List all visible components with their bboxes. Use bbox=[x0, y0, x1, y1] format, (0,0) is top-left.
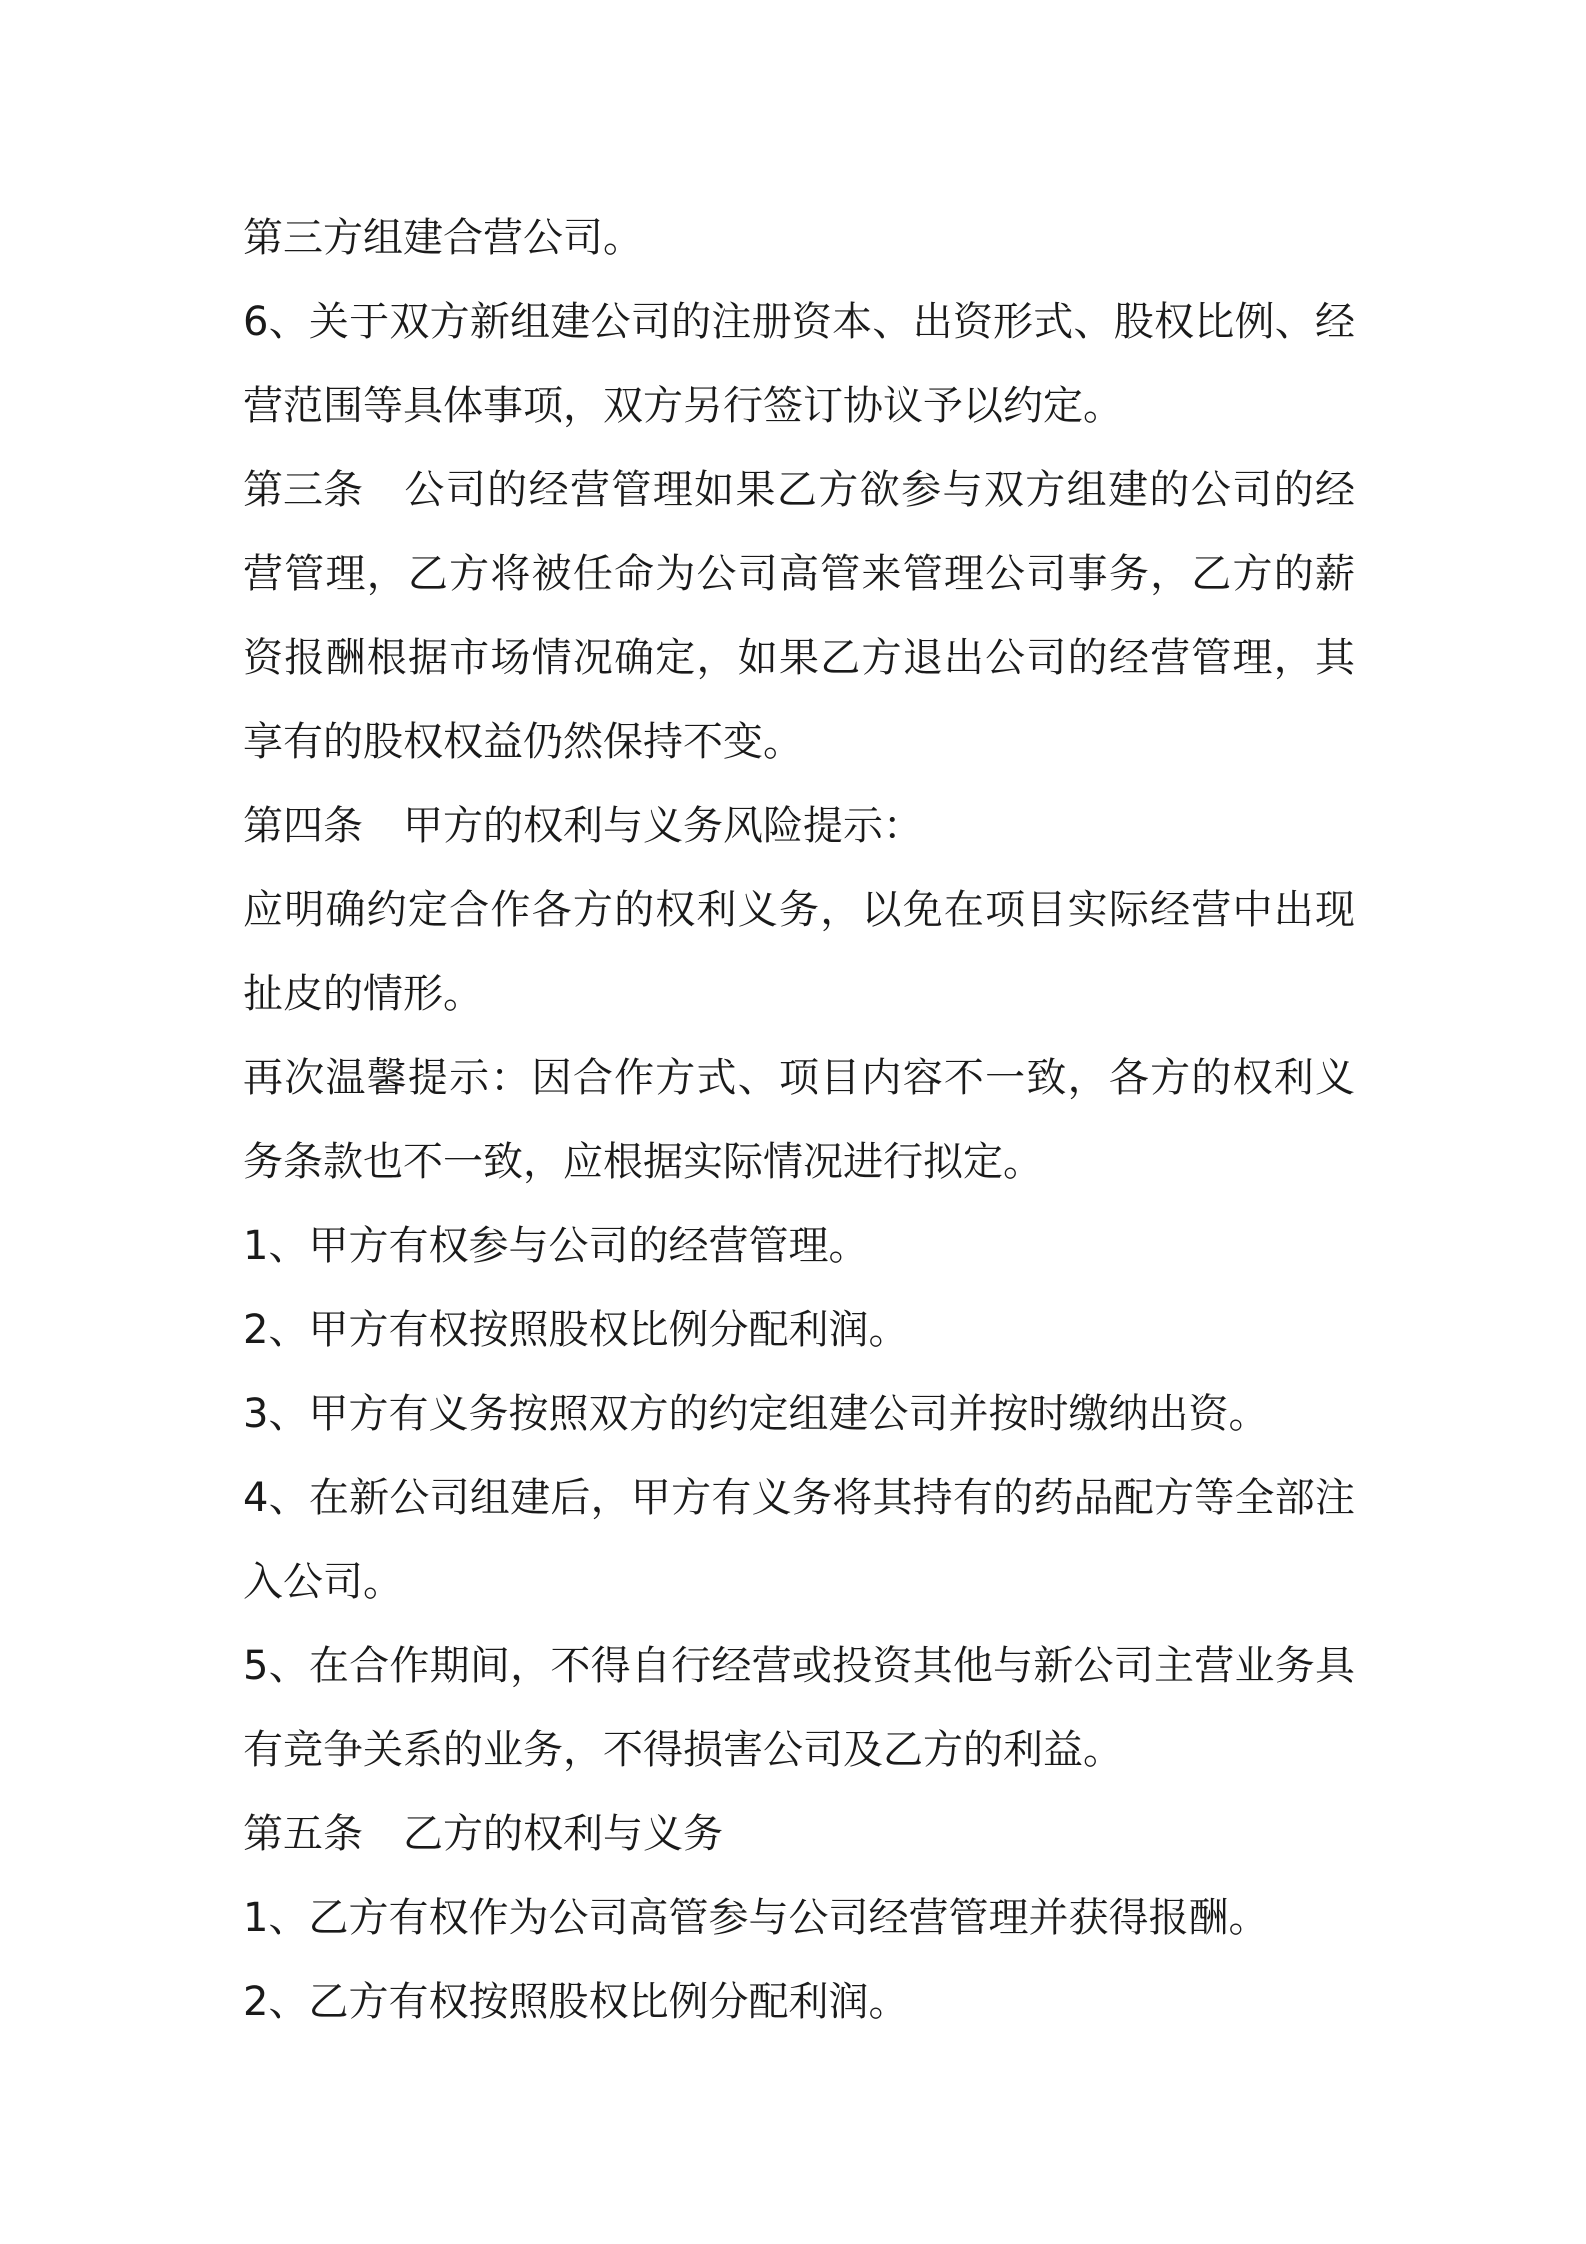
article-label: 第四条 bbox=[243, 803, 363, 849]
paragraph: 第三方组建合营公司。 bbox=[243, 215, 643, 261]
article-paragraph bbox=[243, 448, 1355, 784]
article-text: 甲方的权利与义务风险提示： bbox=[403, 803, 923, 849]
paragraph: 6、关于双方新组建公司的注册资本、出资形式、股权比例、经营范围等具体事项，双方另行签订协议予以约定。 bbox=[243, 299, 1355, 429]
article-text: 乙方的权利与义务 bbox=[403, 1811, 723, 1857]
article-paragraph bbox=[243, 784, 1355, 868]
article-text: 公司的经营管理如果乙方欲参与双方组建的公司的经营管理，乙方将被任命为公司高管来管理公司事务，乙方的薪资报酬根据市场情况确定，如果乙方退出公司的经营管理，其享有的股权权益仍然保持不变。 bbox=[243, 467, 1355, 765]
paragraph: 再次温馨提示：因合作方式、项目内容不一致，各方的权利义务条款也不一致，应根据实际情况进行拟定。 bbox=[243, 1055, 1355, 1185]
list-item: 1、甲方有权参与公司的经营管理。 bbox=[243, 1223, 869, 1269]
article-paragraph bbox=[243, 1792, 1355, 1876]
article-label: 第五条 bbox=[243, 1811, 363, 1857]
list-item: 3、甲方有义务按照双方的约定组建公司并按时缴纳出资。 bbox=[243, 1391, 1269, 1437]
list-item: 2、乙方有权按照股权比例分配利润。 bbox=[243, 1979, 909, 2025]
list-item: 1、乙方有权作为公司高管参与公司经营管理并获得报酬。 bbox=[243, 1895, 1269, 1941]
list-item: 5、在合作期间，不得自行经营或投资其他与新公司主营业务具有竞争关系的业务，不得损害公司及乙方的利益。 bbox=[243, 1643, 1355, 1773]
article-label: 第三条 bbox=[243, 467, 363, 513]
paragraph: 应明确约定合作各方的权利义务，以免在项目实际经营中出现扯皮的情形。 bbox=[243, 887, 1355, 1017]
list-item: 2、甲方有权按照股权比例分配利润。 bbox=[243, 1307, 909, 1353]
list-item: 4、在新公司组建后，甲方有义务将其持有的药品配方等全部注入公司。 bbox=[243, 1475, 1355, 1605]
document-body bbox=[243, 196, 1355, 2044]
